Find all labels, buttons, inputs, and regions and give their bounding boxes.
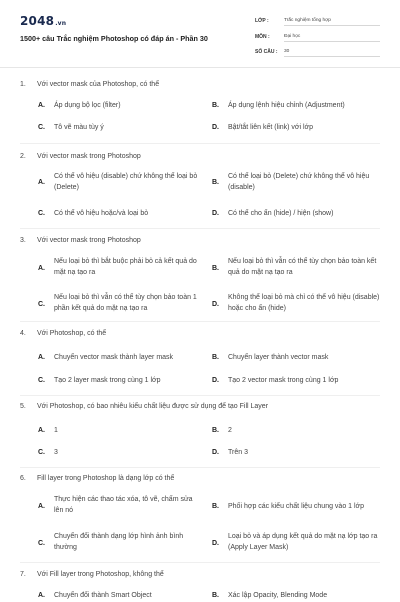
- option-letter: D.: [212, 377, 219, 384]
- option-letter: C.: [38, 210, 45, 217]
- option-letter: D.: [212, 124, 219, 131]
- question-text: Với vector mask trong Photoshop: [37, 237, 141, 244]
- option-text[interactable]: 1: [54, 427, 58, 434]
- option-text[interactable]: Chuyển layer thành vector mask: [228, 354, 329, 361]
- option-letter: A.: [38, 503, 45, 510]
- question-text: Fill layer trong Photoshop là dạng lớp có thể: [37, 475, 175, 482]
- meta-value: Đại học: [284, 34, 380, 42]
- option-text[interactable]: Chuyển vector mask thành layer mask: [54, 354, 174, 361]
- option-text[interactable]: Tạo 2 vector mask trong cùng 1 lớp: [228, 377, 339, 384]
- option-letter: B.: [212, 592, 219, 599]
- option-text[interactable]: Có thể loại bỏ (Delete) chứ không thể vô hiệu (disable): [228, 173, 370, 191]
- document-title: 1500+ câu Trắc nghiệm Photoshop có đáp án - Phần 30: [20, 34, 208, 43]
- option-text[interactable]: Bật/tắt liên kết (link) với lớp: [228, 124, 314, 131]
- document-header: [0, 0, 400, 66]
- question-separator: [20, 395, 380, 396]
- option-letter: B.: [212, 503, 219, 510]
- question-number: 4.: [20, 330, 26, 337]
- option-letter: D.: [212, 449, 219, 456]
- question-separator: [20, 321, 380, 322]
- option-text[interactable]: 2: [228, 427, 232, 434]
- option-text[interactable]: Có thể vô hiệu hoặc/và loại bỏ: [54, 210, 149, 217]
- option-letter: B.: [212, 354, 219, 361]
- option-letter: D.: [212, 301, 219, 308]
- option-text[interactable]: Áp dụng bộ lọc (filter): [54, 102, 121, 109]
- option-letter: A.: [38, 427, 45, 434]
- question-text: Với vector mask trong Photoshop: [37, 153, 141, 160]
- question-text: Với Photoshop, có bao nhiêu kiểu chất liệu được sử dụng để tạo Fill Layer: [37, 403, 269, 410]
- option-letter: B.: [212, 102, 219, 109]
- logo-tld: .vn: [55, 20, 67, 27]
- option-letter: A.: [38, 354, 45, 361]
- meta-value: Trắc nghiệm tổng hợp: [284, 18, 380, 26]
- meta-label: LỚP :: [255, 18, 269, 24]
- question-text: Với Fill layer trong Photoshop, không thể: [37, 571, 164, 578]
- option-letter: A.: [38, 265, 45, 272]
- header-divider: [0, 67, 400, 68]
- site-logo[interactable]: [20, 14, 66, 28]
- question-number: 2.: [20, 153, 26, 160]
- option-letter: B.: [212, 265, 219, 272]
- option-letter: A.: [38, 592, 45, 599]
- meta-count-row: [255, 45, 380, 59]
- option-text[interactable]: Phối hợp các kiểu chất liệu chung vào 1 lớp: [228, 503, 365, 510]
- meta-subject-row: [255, 30, 380, 44]
- option-text[interactable]: Nếu loại bỏ thì vẫn có thể tùy chọn bảo toàn kết quả do mặt nạ tạo ra: [228, 258, 377, 276]
- question-number: 6.: [20, 475, 26, 482]
- question-number: 1.: [20, 81, 26, 88]
- meta-label: SỐ CÂU :: [255, 49, 278, 55]
- option-text[interactable]: Áp dụng lệnh hiệu chỉnh (Adjustment): [228, 102, 345, 109]
- question-text: Với vector mask của Photoshop, có thể: [37, 81, 160, 88]
- option-text[interactable]: Trên 3: [228, 449, 248, 456]
- option-text[interactable]: Nếu loại bỏ thì vẫn có thể tùy chọn bảo toàn 1 phần kết quả do mặt nạ tạo ra: [54, 294, 197, 312]
- option-letter: C.: [38, 540, 45, 547]
- option-text[interactable]: Có thể vô hiệu (disable) chứ không thể loại bỏ (Delete): [54, 173, 198, 191]
- meta-class-row: [255, 14, 380, 28]
- question-separator: [20, 143, 380, 144]
- question-number: 3.: [20, 237, 26, 244]
- question-text: Với Photoshop, có thể: [37, 330, 107, 337]
- option-text[interactable]: Xác lập Opacity, Blending Mode: [228, 592, 328, 599]
- option-letter: C.: [38, 377, 45, 384]
- option-text[interactable]: Tô vẽ màu tùy ý: [54, 124, 104, 131]
- option-letter: C.: [38, 449, 45, 456]
- option-text[interactable]: Tạo 2 layer mask trong cùng 1 lớp: [54, 377, 161, 384]
- question-separator: [20, 467, 380, 468]
- meta-label: MÔN :: [255, 34, 270, 40]
- option-text[interactable]: Thực hiện các thao tác xóa, tô vẽ, chấm sửa lên nó: [54, 496, 193, 514]
- logo-text: 2048: [20, 14, 55, 28]
- option-letter: B.: [212, 427, 219, 434]
- option-letter: D.: [212, 210, 219, 217]
- option-text[interactable]: Chuyển đổi thành Smart Object: [54, 592, 152, 599]
- option-text[interactable]: 3: [54, 449, 58, 456]
- option-letter: B.: [212, 179, 219, 186]
- option-text[interactable]: Không thể loại bỏ mà chỉ có thể vô hiệu (disable) hoặc cho ẩn (hide): [228, 294, 380, 312]
- option-letter: A.: [38, 179, 45, 186]
- meta-value: 30: [284, 49, 380, 57]
- option-letter: A.: [38, 102, 45, 109]
- option-letter: C.: [38, 301, 45, 308]
- option-letter: D.: [212, 540, 219, 547]
- question-number: 7.: [20, 571, 26, 578]
- option-text[interactable]: Nếu loại bỏ thì bắt buộc phải bỏ cả kết quả do mặt nạ tạo ra: [54, 258, 197, 276]
- option-letter: C.: [38, 124, 45, 131]
- option-text[interactable]: Có thể cho ẩn (hide) / hiện (show): [228, 210, 334, 217]
- option-text[interactable]: Loại bỏ và áp dụng kết quả do mặt nạ lớp tạo ra (Apply Layer Mask): [228, 533, 378, 551]
- question-separator: [20, 228, 380, 229]
- option-text[interactable]: Chuyển đổi thành dạng lớp hình ảnh bình thường: [54, 533, 184, 551]
- question-number: 5.: [20, 403, 26, 410]
- question-separator: [20, 562, 380, 563]
